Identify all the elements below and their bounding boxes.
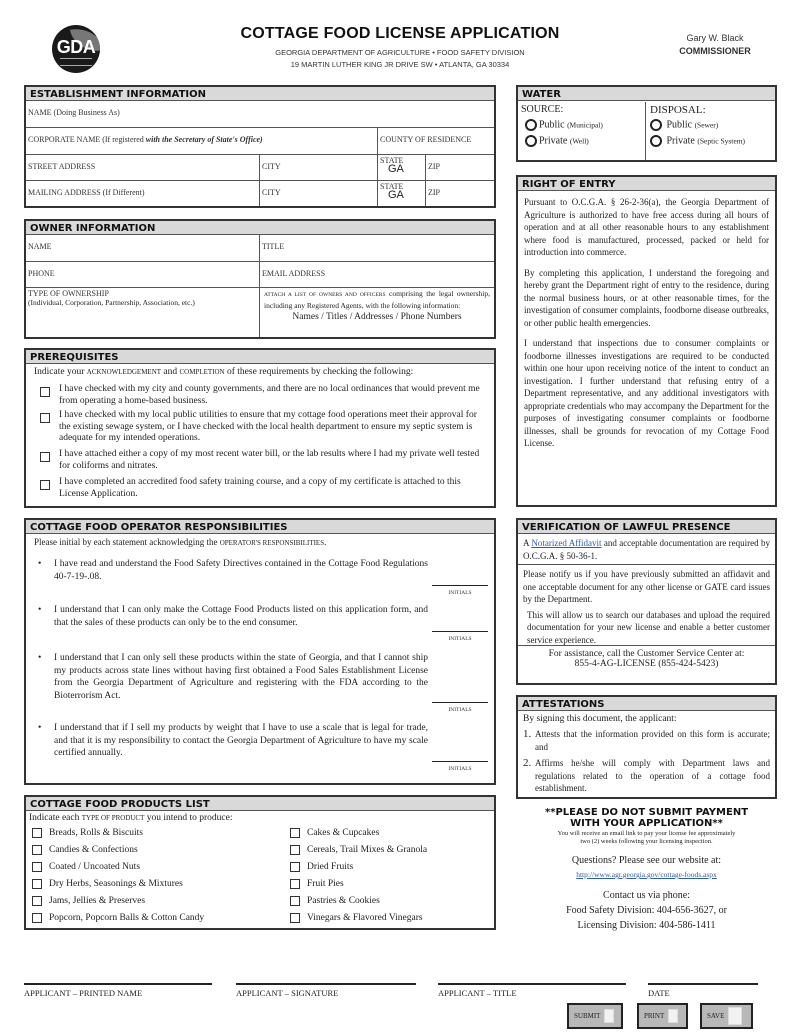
checkbox[interactable] [290, 879, 300, 889]
intro-text: Indicate each [29, 813, 82, 823]
verification-section [516, 518, 777, 685]
initials-field[interactable]: INITIALS [432, 761, 488, 772]
intro-caps: OPERATOR'S RESPONSIBILITIES [219, 539, 325, 547]
note-line: You will receive an email link to pay your license fee approximately [557, 830, 736, 837]
text: This will allow us to search our databases and upload the required documentation for your new license and enable a better customer service experience. [527, 609, 770, 645]
initials-field[interactable]: INITIALS [432, 631, 488, 642]
item-text: Affirms he/she will comply with Department laws and regulations related to the operation of a cottage food establishment. [535, 758, 770, 793]
field-label: CORPORATE NAME (If registered [28, 135, 146, 144]
initials-field[interactable]: INITIALS [432, 702, 488, 713]
prerequisite-item [40, 449, 486, 472]
option-label: Private [539, 135, 568, 147]
checkbox[interactable] [40, 413, 50, 423]
product-option[interactable] [32, 862, 140, 872]
payment-notice [516, 807, 777, 829]
radio-icon [525, 135, 537, 147]
section-heading: WATER [518, 87, 775, 101]
field-label: ZIP [428, 162, 440, 171]
field-label: EMAIL ADDRESS [262, 269, 326, 278]
checkbox[interactable] [290, 845, 300, 855]
option-note: (Well) [569, 136, 589, 146]
section-heading: ESTABLISHMENT INFORMATION [26, 87, 494, 101]
prerequisites-intro [34, 367, 413, 377]
button-label: PRINT [644, 1012, 665, 1020]
product-option[interactable] [32, 828, 143, 838]
prerequisite-item [40, 410, 486, 445]
text: and acceptable documentation are required by O.C.G.A. § 50-36-1. [523, 538, 770, 561]
product-label: Cereals, Trail Mixes & Granola [307, 845, 428, 855]
prerequisite-text: I have checked with my city and county governments, and there are no local ordinances that would prevent me from operating a home-based business. [59, 384, 480, 406]
intro-text: of these requirements by checking the following: [224, 367, 414, 377]
mailing-address-field[interactable] [26, 181, 260, 206]
product-label: Pastries & Cookies [307, 896, 380, 906]
initials-field[interactable]: INITIALS [432, 585, 488, 596]
product-option[interactable] [32, 913, 204, 923]
checkbox[interactable] [290, 828, 300, 838]
field-label-emphasis: with the Secretary of State's Office) [145, 135, 263, 144]
option-note: (Sewer) [694, 120, 719, 130]
button-label: SAVE [707, 1012, 725, 1020]
responsibility-text: I understand that I can only make the Cottage Food Products listed on this application form, and that the sales of these products can only be to the end consumer. [54, 605, 428, 628]
prerequisite-text: I have completed an accredited food safety training course, and a copy of my certificate is attached to this License Application. [59, 477, 461, 499]
checkbox[interactable] [32, 862, 42, 872]
text: A [523, 538, 532, 548]
field-note: (Individual, Corporation, Partnership, Association, etc.) [28, 298, 195, 307]
responsibility-item [38, 604, 428, 629]
checkbox[interactable] [32, 845, 42, 855]
commissioner-name: Gary W. Black [686, 33, 744, 43]
printed-name-field[interactable]: APPLICANT – PRINTED NAME [24, 983, 212, 998]
checkbox[interactable] [32, 879, 42, 889]
state-field[interactable] [378, 155, 426, 181]
item-number: 1. [523, 728, 532, 740]
responsibility-text: I understand that if I sell my products by weight that I have to use a scale that is legal for trade, and that it is my responsibility to contact the Georgia Department of Agriculture to have my scale certified annually. [54, 723, 428, 758]
disposal-label: DISPOSAL: [650, 104, 706, 116]
product-label: Cakes & Cupcakes [307, 828, 380, 838]
bullet-icon: • [38, 723, 42, 733]
field-label: TYPE OF OWNERSHIP [28, 289, 109, 298]
notice-line: **PLEASE DO NOT SUBMIT PAYMENT [544, 807, 749, 818]
questions-text: Questions? Please see our website at: [571, 855, 722, 866]
attach-caps: ATTACH A LIST OF OWNERS AND OFFICERS [264, 292, 386, 298]
product-option[interactable] [290, 828, 379, 838]
water-section [516, 85, 777, 162]
responsibility-text: I understand that I can only sell these products within the state of Georgia, and that I cannot ship my products across state lines without having first obtained a Food Sales Establishment License from the Georgia Department of Agriculture and registering with the FDA according to the Bioterrorism Act. [54, 653, 428, 701]
product-label: Coated / Uncoated Nuts [49, 862, 141, 872]
option-note: (Municipal) [567, 120, 603, 130]
right-of-entry-paragraph: By completing this application, I understand the foregoing and hereby grant the Department right of entry to the residence, during the normal business hours, or at other reasonable times, for the investigation of consumer complaints, foodborne disease outbreaks, or other public health emergencies. [524, 267, 769, 328]
field-label: MAILING ADDRESS (If Different) [28, 188, 145, 197]
text: For assistance, call the Customer Service Center at: [548, 649, 745, 659]
item-number: 2. [523, 757, 532, 769]
option-label: Public [666, 119, 693, 131]
source-private-radio[interactable] [525, 135, 642, 147]
disposal-public-radio[interactable] [650, 119, 772, 131]
business-name-field[interactable] [26, 101, 494, 128]
responsibility-item [38, 722, 428, 760]
food-safety-phone: Food Safety Division: 404-656-3627, or [566, 905, 727, 916]
attach-text: comprising the legal ownership, including any Registered Agents, with the following information: [264, 289, 491, 310]
intro-caps: TYPE OF PRODUCT [81, 814, 145, 822]
field-label: NAME (Doing Business As) [28, 108, 120, 117]
product-label: Vinegars & Flavored Vinegars [307, 913, 423, 923]
phone-number: 855-4-AG-LICENSE (855-424-5423) [574, 659, 719, 669]
county-field[interactable] [378, 128, 494, 155]
logo-subtext [60, 58, 92, 66]
mailing-city-field[interactable] [260, 181, 378, 206]
attach-owners-note [260, 288, 494, 337]
product-option[interactable] [32, 879, 183, 889]
radio-icon [650, 119, 662, 131]
product-label: Fruit Pies [307, 879, 344, 889]
owner-name-field[interactable] [26, 235, 260, 262]
field-label: COUNTY OF RESIDENCE [380, 135, 472, 144]
submit-document-icon [604, 1009, 614, 1023]
product-option[interactable] [290, 896, 380, 906]
notice-line: WITH YOUR APPLICATION** [570, 818, 723, 829]
prerequisite-text: I have checked with my local public utilities to ensure that my cottage food operations meet their approval for the existing sewage system, or I have checked with the local health department to ensure my septic system is adequate for my intended operations. [59, 410, 477, 443]
intro-text: Indicate your [34, 367, 87, 377]
bullet-icon: • [38, 653, 42, 663]
product-option[interactable] [32, 845, 138, 855]
payment-note [516, 830, 777, 846]
responsibility-item [38, 652, 428, 702]
applicant-title-field[interactable]: APPLICANT – TITLE [438, 983, 626, 998]
zip-field[interactable] [426, 155, 494, 181]
submit-button[interactable] [567, 1003, 623, 1029]
street-address-field[interactable] [26, 155, 260, 181]
products-section [24, 795, 496, 930]
checkbox[interactable] [32, 828, 42, 838]
right-of-entry-section [516, 175, 777, 507]
mailing-state-value: GA [388, 189, 404, 201]
responsibility-text: I have read and understand the Food Safety Directives contained in the Cottage Food Regulations 40-7-19-.08. [54, 559, 428, 582]
field-label: PHONE [28, 269, 55, 278]
section-heading: COTTAGE FOOD PRODUCTS LIST [26, 797, 494, 811]
product-label: Dry Herbs, Seasonings & Mixtures [49, 879, 183, 889]
product-option[interactable] [290, 879, 344, 889]
signature-field[interactable]: APPLICANT – SIGNATURE [236, 983, 416, 998]
product-label: Candies & Confections [49, 845, 138, 855]
water-disposal-group [647, 102, 775, 160]
source-label: SOURCE: [521, 104, 564, 115]
attach-fields: Names / Titles / Addresses / Phone Numbers [292, 312, 462, 322]
prerequisites-section [24, 348, 496, 508]
logo-text: GDA [56, 37, 96, 57]
gda-logo [52, 25, 100, 73]
owner-phone-field[interactable] [26, 262, 260, 288]
prerequisite-text: I have attached either a copy of my most recent water bill, or the lab results where I had my private well tested for coliforms and nitrates. [59, 449, 480, 471]
owner-email-field[interactable] [260, 262, 494, 288]
section-heading: RIGHT OF ENTRY [518, 177, 775, 191]
prerequisite-item [40, 384, 486, 407]
item-text: Attests that the information provided on this form is accurate; and [535, 729, 770, 752]
verification-notice [518, 565, 775, 646]
product-option[interactable] [290, 845, 427, 855]
bullet-icon: • [38, 605, 42, 615]
licensing-phone: Licensing Division: 404-586-1411 [577, 920, 716, 931]
section-heading: COTTAGE FOOD OPERATOR RESPONSIBILITIES [26, 520, 494, 534]
option-note: (Septic System) [697, 136, 746, 146]
product-option[interactable] [290, 913, 423, 923]
establishment-section [24, 85, 496, 208]
note-line: two (2) weeks following your licensing inspection. [580, 838, 713, 845]
field-label: STATE [380, 182, 404, 191]
text: Please notify us if you have previously submitted an affidavit and one acceptable document for any other license or GATE card issues by the Department. [523, 569, 770, 604]
website-link[interactable]: http://www.agr.georgia.gov/cottage-foods.aspx [576, 870, 717, 879]
field-label: NAME [28, 242, 52, 251]
checkbox[interactable] [40, 452, 50, 462]
section-heading: ATTESTATIONS [518, 697, 775, 711]
field-label: STREET ADDRESS [28, 162, 96, 171]
intro-text: Please initial by each statement acknowledging the [34, 537, 220, 547]
mailing-zip-field[interactable] [426, 181, 494, 206]
city-field[interactable] [260, 155, 378, 181]
checkbox[interactable] [32, 896, 42, 906]
option-label: Public [539, 119, 565, 131]
field-label: TITLE [262, 242, 285, 251]
attestations-section [516, 695, 777, 799]
website-link-wrap [516, 870, 777, 879]
corporate-name-field[interactable] [26, 128, 378, 155]
product-label: Jams, Jellies & Preserves [49, 896, 146, 906]
field-label: ZIP [428, 188, 440, 197]
date-field[interactable]: DATE [648, 983, 758, 998]
contact-heading: Contact us via phone: [603, 890, 690, 901]
intro-caps: ACKNOWLEDGEMENT [86, 368, 162, 376]
checkbox[interactable] [290, 862, 300, 872]
disposal-private-radio[interactable] [650, 135, 772, 147]
print-button[interactable] [637, 1003, 688, 1029]
intro-text: and [161, 367, 180, 377]
page-title: COTTAGE FOOD LICENSE APPLICATION [240, 25, 560, 42]
commissioner-title: COMMISSIONER [679, 46, 751, 56]
printer-icon [668, 1009, 678, 1023]
customer-service-info [518, 646, 775, 672]
responsibilities-section [24, 518, 496, 785]
section-heading: PREREQUISITES [26, 350, 494, 364]
intro-text: you intend to produce: [144, 813, 233, 823]
ownership-type-field[interactable] [26, 288, 260, 337]
verification-paragraph [518, 534, 775, 565]
radio-icon [650, 135, 662, 147]
product-label: Popcorn, Popcorn Balls & Cotton Candy [49, 913, 205, 923]
save-button[interactable] [700, 1003, 753, 1029]
attestation-intro: By signing this document, the applicant: [523, 714, 677, 724]
address-line: 19 MARTIN LUTHER KING JR DRIVE SW • ATLANTA, GA 30334 [290, 60, 510, 69]
intro-text: . [324, 537, 327, 547]
right-of-entry-paragraph: Pursuant to O.C.G.A. § 26-2-36(a), the Georgia Department of Agriculture is authorized to have free access during all hours of operation and at all other reasonable hours to any establishment where food is manufactured, processed, packed or held for introduction into commerce. [524, 197, 769, 257]
bullet-icon: • [38, 559, 42, 569]
field-label: CITY [262, 188, 281, 197]
department-line: GEORGIA DEPARTMENT OF AGRICULTURE • FOOD SAFETY DIVISION [275, 48, 525, 57]
field-label: STATE [380, 156, 404, 165]
floppy-disk-icon [728, 1007, 742, 1025]
attestation-item [523, 728, 770, 753]
section-heading: VERIFICATION OF LAWFUL PRESENCE [518, 520, 775, 534]
option-label: Private [666, 135, 695, 147]
product-option[interactable] [290, 862, 353, 872]
product-label: Breads, Rolls & Biscuits [49, 828, 143, 838]
contact-info [516, 888, 777, 933]
product-label: Dried Fruits [307, 862, 354, 872]
intro-caps: COMPLETION [179, 368, 225, 376]
attestation-item [523, 757, 770, 795]
field-label: CITY [262, 162, 281, 171]
right-of-entry-paragraph: I understand that inspections due to consumer complaints or foodborne illnesses investigations are required to be conducted within one hour upon receiving notice of the intent to conduct an investigation. I further understand that refusing entry of a Department representative, and any additional investigators with appropriate credentials who may accompany the Department for the purposes of investigating consumer complaints or foodborne illnesses, shall be grounds for revocation of my Cottage Food License. [524, 338, 769, 448]
checkbox[interactable] [32, 913, 42, 923]
responsibility-item [38, 558, 428, 583]
section-heading: OWNER INFORMATION [26, 221, 494, 235]
owner-title-field[interactable] [260, 235, 494, 262]
products-intro [29, 813, 233, 823]
checkbox[interactable] [40, 480, 50, 490]
responsibilities-intro [34, 537, 326, 547]
state-value: GA [388, 163, 404, 175]
water-source-group [518, 102, 646, 160]
owner-section [24, 219, 496, 339]
product-option[interactable] [32, 896, 145, 906]
checkbox[interactable] [40, 387, 50, 397]
mailing-state-field[interactable] [378, 181, 426, 206]
notarized-affidavit-link[interactable]: Notarized Affidavit [531, 538, 602, 548]
source-public-radio[interactable] [525, 119, 642, 131]
checkbox[interactable] [290, 896, 300, 906]
button-label: SUBMIT [574, 1012, 601, 1020]
radio-icon [525, 119, 537, 131]
prerequisite-item [40, 477, 486, 500]
checkbox[interactable] [290, 913, 300, 923]
